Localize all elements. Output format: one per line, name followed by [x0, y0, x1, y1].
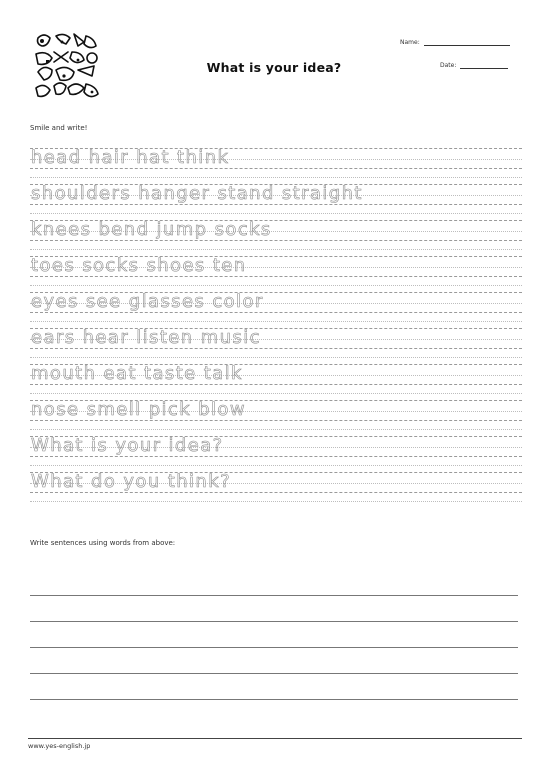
- trace-text: mouth eat taste talk: [31, 363, 243, 384]
- trace-text: What is your idea?: [31, 435, 224, 456]
- tracing-row: [30, 145, 522, 181]
- trace-text: knees bend jump socks: [31, 219, 272, 240]
- name-line: [424, 39, 510, 46]
- tracing-row: [30, 181, 522, 217]
- footer-site: www.yes-english.jp: [28, 742, 91, 750]
- date-label: Date:: [440, 62, 457, 69]
- write-instruction: Write sentences using words from above:: [30, 539, 176, 547]
- trace-text: toes socks shoes ten: [31, 255, 247, 276]
- writing-lines: [30, 570, 518, 700]
- tracing-row: [30, 433, 522, 469]
- name-label: Name:: [400, 39, 420, 46]
- date-line: [460, 62, 508, 69]
- writing-line[interactable]: [30, 622, 518, 648]
- writing-line[interactable]: [30, 648, 518, 674]
- tracing-row: [30, 289, 522, 325]
- date-field[interactable]: [440, 62, 508, 69]
- tracing-row: [30, 397, 522, 433]
- trace-text: head hair hat think: [31, 147, 230, 168]
- name-field[interactable]: [400, 39, 510, 46]
- trace-text: eyes see glasses color: [31, 291, 264, 312]
- trace-text: What do you think?: [31, 471, 232, 492]
- tracing-rows: [30, 145, 522, 505]
- tracing-row: [30, 361, 522, 397]
- trace-text: shoulders hanger stand straight: [31, 183, 363, 204]
- writing-line[interactable]: [30, 596, 518, 622]
- writing-line[interactable]: [30, 570, 518, 596]
- trace-text: ears hear listen music: [31, 327, 261, 348]
- writing-line[interactable]: [30, 674, 518, 700]
- trace-text: nose smell pick blow: [31, 399, 246, 420]
- tracing-row: [30, 217, 522, 253]
- page-title: What is your idea?: [206, 60, 342, 75]
- tracing-row: [30, 325, 522, 361]
- trace-instruction: Smile and write!: [30, 124, 88, 132]
- tracing-row: [30, 253, 522, 289]
- footer-divider: [28, 738, 522, 739]
- tracing-row: [30, 469, 522, 505]
